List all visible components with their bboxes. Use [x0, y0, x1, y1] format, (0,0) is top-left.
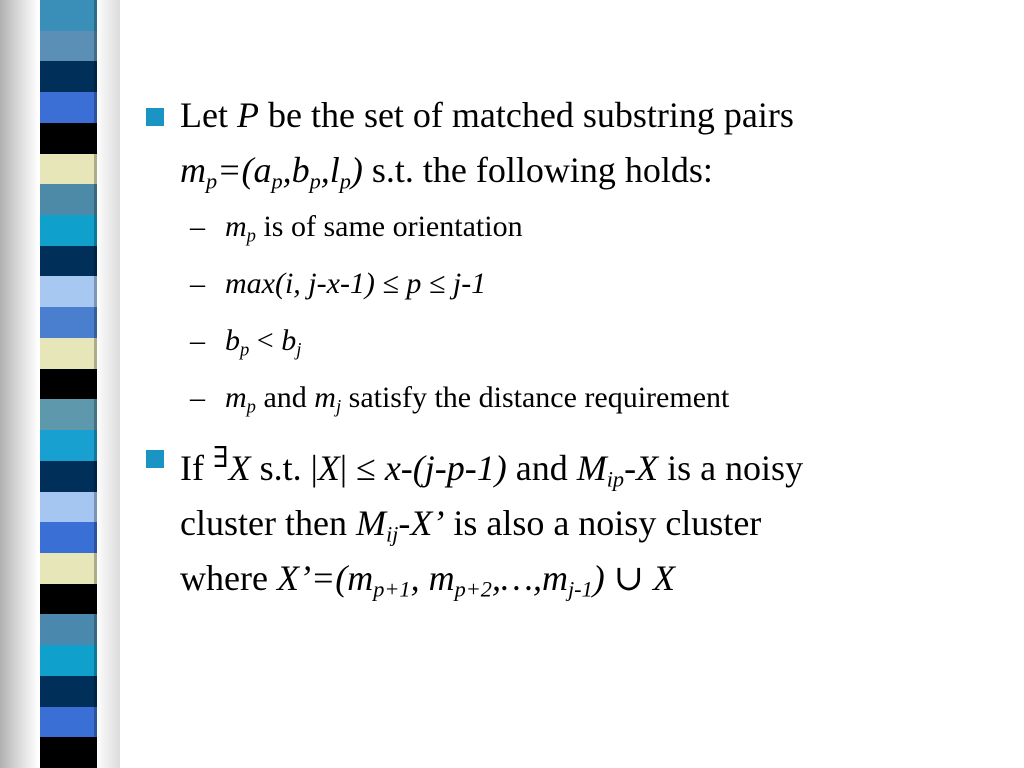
expr: x-(j-p-1) — [375, 448, 507, 488]
var-m: m — [314, 381, 336, 414]
strip-block — [40, 399, 97, 430]
strip-block — [40, 276, 97, 307]
bullet-item-1 — [140, 88, 1010, 198]
text: If — [180, 448, 213, 488]
subscript: p+1 — [373, 576, 411, 602]
strip-block — [40, 215, 97, 246]
expr: =(a — [217, 150, 272, 190]
expr: -X’ — [398, 503, 445, 543]
slide-content — [140, 88, 1010, 606]
text: Let — [180, 95, 237, 135]
strip-block — [40, 338, 97, 369]
text: is a noisy — [658, 448, 804, 488]
strip-block — [40, 522, 97, 553]
subscript: p — [246, 225, 256, 247]
dash: – — [190, 210, 205, 243]
bullet-item-2 — [140, 430, 1010, 606]
var-X: X — [317, 448, 340, 488]
strip-block — [40, 246, 97, 277]
expr: , m — [410, 558, 455, 598]
strip-block — [40, 430, 97, 461]
strip-block — [40, 584, 97, 615]
strip-block — [40, 492, 97, 523]
subscript: j — [335, 396, 342, 418]
var-X: X — [228, 448, 251, 488]
text: s.t. the following holds: — [362, 150, 713, 190]
leq-symbol: ≤ — [356, 448, 376, 488]
decorative-side-strip — [0, 0, 120, 768]
sub-item-3 — [140, 312, 1010, 369]
expr: ) — [350, 150, 363, 190]
strip-block — [40, 154, 97, 185]
text: cluster then — [180, 503, 356, 543]
text: satisfy the distance requirement — [341, 381, 730, 414]
text: and — [255, 381, 315, 414]
strip-block — [40, 0, 97, 31]
dash: – — [190, 381, 205, 414]
var-X: X — [643, 558, 675, 598]
var-M: M — [355, 503, 386, 543]
dash: – — [190, 324, 205, 357]
strip-block — [40, 737, 97, 768]
union-symbol: ∪ — [613, 558, 644, 598]
var-m: m — [180, 150, 206, 190]
expr: ) — [592, 558, 614, 598]
strip-block — [40, 31, 97, 62]
expr: ,…,m — [491, 558, 568, 598]
square-bullet-icon — [146, 108, 164, 126]
subscript: ip — [606, 466, 625, 492]
text: | — [339, 448, 357, 488]
less-than: < — [249, 324, 282, 357]
var-b: b — [225, 324, 240, 357]
strip-block — [40, 553, 97, 584]
subscript: p — [339, 168, 351, 194]
strip-block — [40, 92, 97, 123]
var-b: b — [281, 324, 297, 357]
var-M: M — [576, 448, 607, 488]
text: and — [506, 448, 577, 488]
expr: X’=(m — [276, 558, 374, 598]
strip-block — [40, 676, 97, 707]
expr: ,b — [282, 150, 310, 190]
var-P: P — [236, 95, 259, 135]
sub-item-1 — [140, 198, 1010, 255]
color-block-band — [40, 0, 97, 768]
expr: max(i, j-x-1) ≤ p ≤ j-1 — [225, 267, 487, 300]
text: s.t. | — [250, 448, 318, 488]
exists-symbol: ∃ — [212, 440, 229, 474]
strip-block — [40, 461, 97, 492]
text: is also a noisy cluster — [444, 503, 762, 543]
text: where — [180, 558, 277, 598]
strip-block — [40, 123, 97, 154]
text: is of same orientation — [255, 210, 523, 243]
strip-block — [40, 184, 97, 215]
subscript: j-1 — [567, 576, 593, 602]
subscript: ij — [385, 521, 399, 547]
subscript: p — [246, 396, 256, 418]
strip-block — [40, 307, 97, 338]
strip-block — [40, 61, 97, 92]
sub-item-2 — [140, 255, 1010, 312]
expr: ,l — [320, 150, 340, 190]
var-m: m — [225, 381, 247, 414]
strip-shadow — [94, 0, 97, 768]
expr: -X — [624, 448, 659, 488]
var-m: m — [225, 210, 247, 243]
subscript: p — [206, 168, 218, 194]
subscript: p+2 — [454, 576, 492, 602]
text: be the set of matched substring pairs — [258, 95, 794, 135]
sub-item-4 — [140, 369, 1010, 426]
subscript: p — [309, 168, 321, 194]
subscript: p — [240, 339, 250, 361]
dash: – — [190, 267, 205, 300]
subscript: p — [271, 168, 283, 194]
subscript: j — [296, 339, 302, 361]
strip-block — [40, 614, 97, 645]
strip-block — [40, 707, 97, 738]
strip-block — [40, 645, 97, 676]
strip-block — [40, 369, 97, 400]
square-bullet-icon — [146, 450, 164, 468]
